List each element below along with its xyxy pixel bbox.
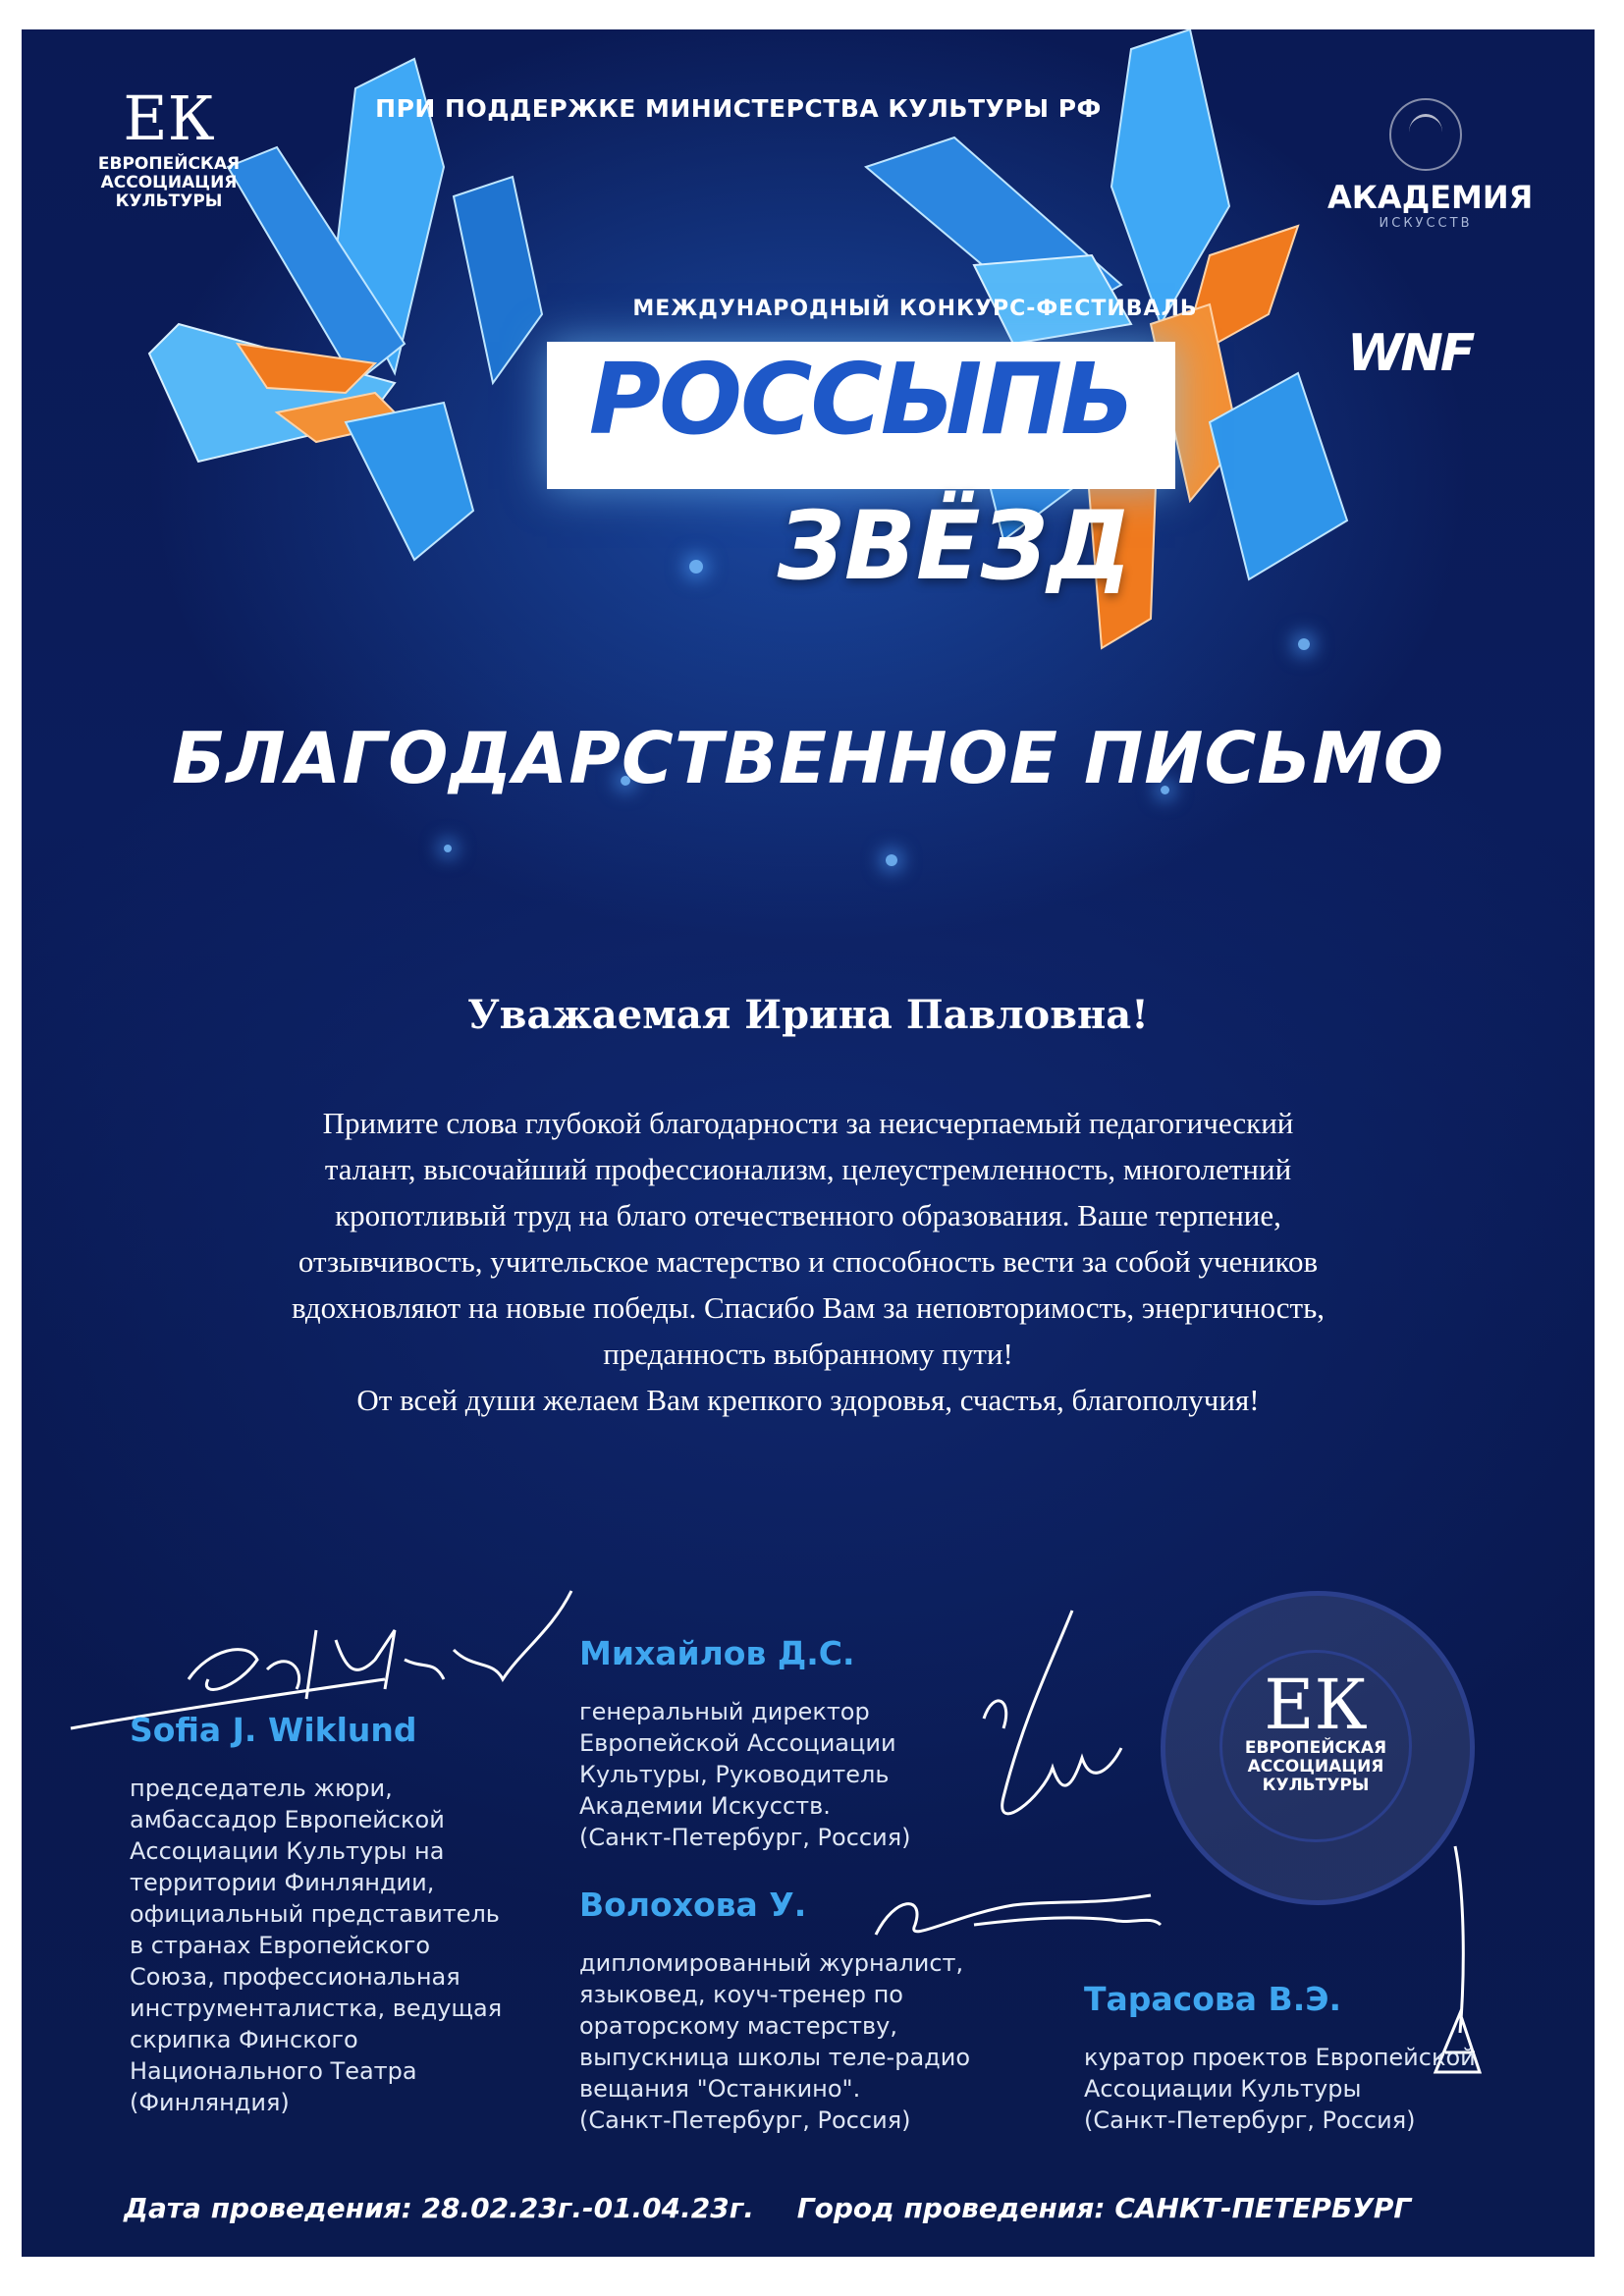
role-line: генеральный директор xyxy=(579,1698,870,1725)
signatory-name: Волохова У. xyxy=(579,1886,807,1924)
event-footer xyxy=(124,2192,1518,2224)
role-line: Культуры, Руководитель xyxy=(579,1761,890,1788)
academy-of-arts-logo xyxy=(1327,98,1534,231)
ministry-support-text: ПРИ ПОДДЕРЖКЕ МИНИСТЕРСТВА КУЛЬТУРЫ РФ xyxy=(375,94,1102,123)
seal-ek-mark: ЕК xyxy=(1264,1665,1368,1745)
logo-left-text: ЕВРОПЕЙСКАЯ АССОЦИАЦИЯ КУЛЬТУРЫ xyxy=(97,154,241,211)
letter-heading: БЛАГОДАРСТВЕННОЕ ПИСЬМО xyxy=(171,717,1445,799)
academy-sub: ИСКУССТВ xyxy=(1379,216,1473,231)
signatory-mikhailov xyxy=(579,1634,992,1853)
sparkle-decoration xyxy=(689,560,703,574)
festival-title-line1: РОССЫПЬ xyxy=(588,342,1134,457)
role-line: ораторскому мастерству, xyxy=(579,2012,897,2040)
signatory-tarasova xyxy=(1084,1980,1536,2136)
role-line: территории Финляндии, xyxy=(130,1869,435,1896)
signatory-volokhova xyxy=(579,1886,1011,2136)
body-line: отзывчивость, учительское мастерство и способность вести за собой учеников xyxy=(298,1244,1319,1279)
wnf-logo: WNF xyxy=(1347,324,1473,383)
role-line: (Санкт-Петербург, Россия) xyxy=(1084,2106,1416,2134)
body-line: От всей души желаем Вам крепкого здоровья, счастья, благополучия! xyxy=(356,1383,1260,1417)
festival-title-line2: ЗВЁЗД xyxy=(777,491,1132,601)
letter-body xyxy=(169,1100,1447,1423)
role-line: инструменталистка, ведущая xyxy=(130,1995,503,2022)
role-line: Ассоциации Культуры на xyxy=(130,1837,445,1865)
role-line: амбассадор Европейской xyxy=(130,1806,445,1833)
signatory-wiklund xyxy=(130,1711,542,2118)
role-line: языковед, коуч-тренер по xyxy=(579,1981,903,2008)
official-seal-stamp xyxy=(1161,1591,1475,1905)
event-dates: Дата проведения: 28.02.23г.-01.04.23г. xyxy=(124,2192,755,2224)
role-line: официальный представитель xyxy=(130,1900,500,1928)
role-line: Национального Театра xyxy=(130,2057,417,2085)
role-line: (Санкт-Петербург, Россия) xyxy=(579,2106,911,2134)
dome-icon xyxy=(1389,98,1462,171)
european-culture-association-logo xyxy=(81,82,257,211)
role-line: Союза, профессиональная xyxy=(130,1963,460,1991)
academy-name: АКАДЕМИЯ xyxy=(1327,179,1534,216)
role-line: (Санкт-Петербург, Россия) xyxy=(579,1824,911,1851)
signatory-name: Sofia J. Wiklund xyxy=(130,1711,417,1749)
signatory-name: Тарасова В.Э. xyxy=(1084,1980,1341,2018)
seal-inner-ring xyxy=(1219,1650,1412,1842)
event-city: Город проведения: САНКТ-ПЕТЕРБУРГ xyxy=(796,2192,1412,2224)
body-line: Примите слова глубокой благодарности за неисчерпаемый педагогический xyxy=(322,1106,1294,1140)
body-line: талант, высочайший профессионализм, целеустремленность, многолетний xyxy=(324,1152,1292,1186)
signatory-role xyxy=(1084,2042,1536,2136)
role-line: (Финляндия) xyxy=(130,2089,290,2116)
role-line: куратор проектов Европейской xyxy=(1084,2044,1476,2071)
signatory-role xyxy=(579,1696,992,1853)
certificate-sheet xyxy=(22,29,1595,2257)
signatory-role xyxy=(579,1947,1011,2136)
role-line: дипломированный журналист, xyxy=(579,1949,964,1977)
ek-logo-mark: ЕК xyxy=(123,82,215,154)
role-line: председатель жюри, xyxy=(130,1775,393,1802)
signatory-name: Михайлов Д.С. xyxy=(579,1634,855,1672)
body-line: вдохновляют на новые победы. Спасибо Вам за неповторимость, энергичность, xyxy=(292,1290,1325,1325)
greeting: Уважаемая Ирина Павловна! xyxy=(467,992,1149,1038)
role-line: Европейской Ассоциации xyxy=(579,1729,896,1757)
body-line: преданность выбранному пути! xyxy=(603,1337,1013,1371)
sparkle-decoration xyxy=(886,854,897,866)
role-line: Академии Искусств. xyxy=(579,1792,831,1820)
festival-label: МЕЖДУНАРОДНЫЙ КОНКУРС-ФЕСТИВАЛЬ xyxy=(632,297,1198,321)
role-line: скрипка Финского xyxy=(130,2026,358,2053)
seal-center-text: ЕВРОПЕЙСКАЯ АССОЦИАЦИЯ КУЛЬТУРЫ xyxy=(1244,1738,1387,1795)
signatory-role xyxy=(130,1773,542,2118)
role-line: Ассоциации Культуры xyxy=(1084,2075,1362,2103)
role-line: в странах Европейского xyxy=(130,1932,431,1959)
body-line: кропотливый труд на благо отечественного образования. Ваше терпение, xyxy=(335,1198,1281,1232)
role-line: выпускница школы теле-радио xyxy=(579,2044,971,2071)
sparkle-decoration xyxy=(444,845,452,852)
role-line: вещания "Останкино". xyxy=(579,2075,861,2103)
